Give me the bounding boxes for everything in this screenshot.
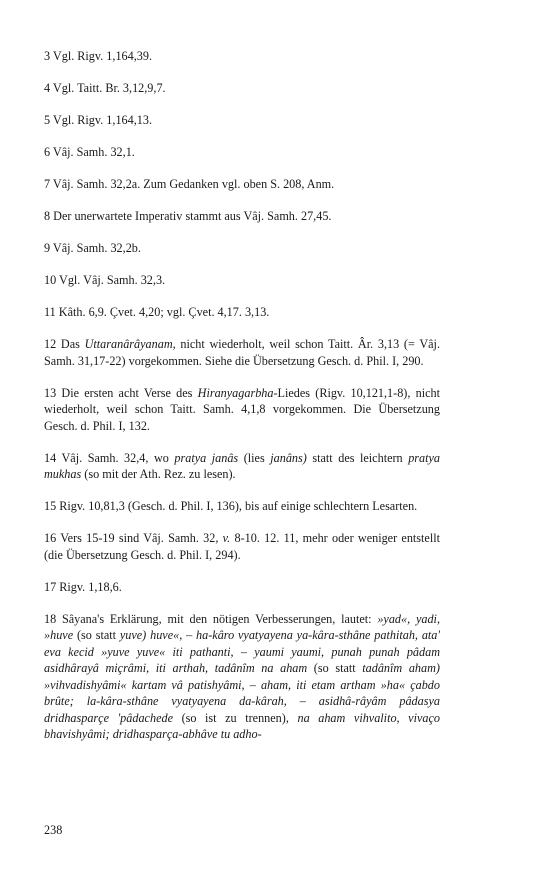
page-number: 238 <box>44 823 63 837</box>
footnote-text: 18 Sâyana's Erklärung, mit den nötigen Verbesserungen, lautet: <box>44 611 378 626</box>
footnote-italic-text: janâns) <box>270 450 307 465</box>
footnote-italic-text: v. <box>222 531 231 545</box>
footnote-text: 3 Vgl. Rigv. 1,164,39. <box>44 49 153 63</box>
footnote-text: 5 Vgl. Rigv. 1,164,13. <box>44 113 153 127</box>
footnote-text: -Liedes (Rigv. 10,121,1-8), nicht wiederholt, weil schon Taitt. Samh. 4,1,8 vorgekommen. Die Übersetzung Gesch. d. Phil. I, 132. <box>44 385 441 433</box>
footnote-italic-text: huve«, – ha-kâro vyatyayena ya-kâra-sthâne pathitah, ata' eva kecid »yuve yuve« iti pathanti, – yaumi yaumi, punah punah pâdam asidhârayâ miçrâmi, iti arthah, tadânîm na aham <box>44 628 440 675</box>
footnote-italic-text: tadânîm aham) <box>362 661 440 675</box>
footnote <box>44 530 440 563</box>
footnote-text: 12 Das <box>44 337 85 351</box>
footnote-text: 6 Vâj. Samh. 32,1. <box>44 145 135 159</box>
footnote-text: (so mit der Ath. Rez. zu lesen). <box>81 467 236 481</box>
footnote-text: 15 Rigv. 10,81,3 (Gesch. d. Phil. I, 136), bis auf einige schlechtern Lesarten. <box>44 499 418 513</box>
footnote <box>44 272 440 289</box>
footnote-text: 9 Vâj. Samh. 32,2b. <box>44 241 141 255</box>
footnote-italic-text: »yad«, yadi, »huve <box>44 611 440 642</box>
footnote <box>44 208 440 225</box>
footnote <box>44 144 440 161</box>
footnote-text: (so statt <box>307 661 363 675</box>
footnotes <box>44 48 440 758</box>
footnote-italic-text: yuve) <box>119 628 147 642</box>
footnote <box>44 498 440 515</box>
footnote-text: 4 Vgl. Taitt. Br. 3,12,9,7. <box>44 81 166 95</box>
footnote-italic-text: »vihvadishyâmi« kartam vâ patishyâmi, – aham, iti etam artham »ha« çabdo brûte; la-kâra-sthâne vyatyayena da-kârah, – asidhâ-râyâm pâdasya dridhasparçe 'pâdachede <box>44 677 440 725</box>
footnote <box>44 240 440 257</box>
footnote <box>44 611 440 743</box>
footnote <box>44 304 440 321</box>
footnote-text: 7 Vâj. Samh. 32,2a. Zum Gedanken vgl. oben S. 208, Anm. <box>44 177 335 191</box>
footnote-text: 11 Kâth. 6,9. Çvet. 4,20; vgl. Çvet. 4,17. 3,13. <box>44 305 270 319</box>
footnote <box>44 450 440 483</box>
footnote-text: statt des leichtern <box>306 450 409 465</box>
footnote <box>44 385 440 435</box>
footnote-text: 8-10. 12. 11, mehr oder weniger entstellt (die Übersetzung Gesch. d. Phil. I, 294). <box>44 531 440 562</box>
footnote <box>44 579 440 596</box>
footnote-text: 17 Rigv. 1,18,6. <box>44 579 122 594</box>
footnote <box>44 112 440 129</box>
footnote-text: 16 Vers 15-19 sind Vâj. Samh. 32, <box>44 531 223 545</box>
footnote-text: (lies <box>238 450 271 465</box>
footnote-text: 14 Vâj. Samh. 32,4, wo <box>44 450 175 465</box>
footnote-text: 8 Der unerwartete Imperativ stammt aus Vâj. Samh. 27,45. <box>44 209 332 223</box>
footnote <box>44 336 440 369</box>
footnote-italic-text: Hiranyagarbha <box>197 385 274 400</box>
footnote <box>44 80 440 97</box>
footnote-italic-text: pratya mukhas <box>44 450 441 481</box>
footnote <box>44 176 440 193</box>
footnote-text: nicht wiederholt, weil schon Taitt. Âr. 3,13 (= Vâj. Samh. 31,17-22) vorgekommen. Siehe die Übersetzung Gesch. d. Phil. I, 290. <box>44 337 440 368</box>
footnote-italic-text: na aham vihvalito, vivaço bhavishyâmi; dridhasparça-abhâve tu adho- <box>44 710 440 741</box>
footnote-italic-text: Uttaranârâyanam, <box>84 337 176 351</box>
footnote-text: 10 Vgl. Vâj. Samh. 32,3. <box>44 273 166 287</box>
footnote-text: 13 Die ersten acht Verse des <box>44 385 198 400</box>
footnote-text: (so statt <box>73 628 120 642</box>
footnote <box>44 48 440 65</box>
footnote-text: (so ist zu trennen), <box>172 710 298 725</box>
footnote-italic-text: pratya janâs <box>174 450 239 465</box>
